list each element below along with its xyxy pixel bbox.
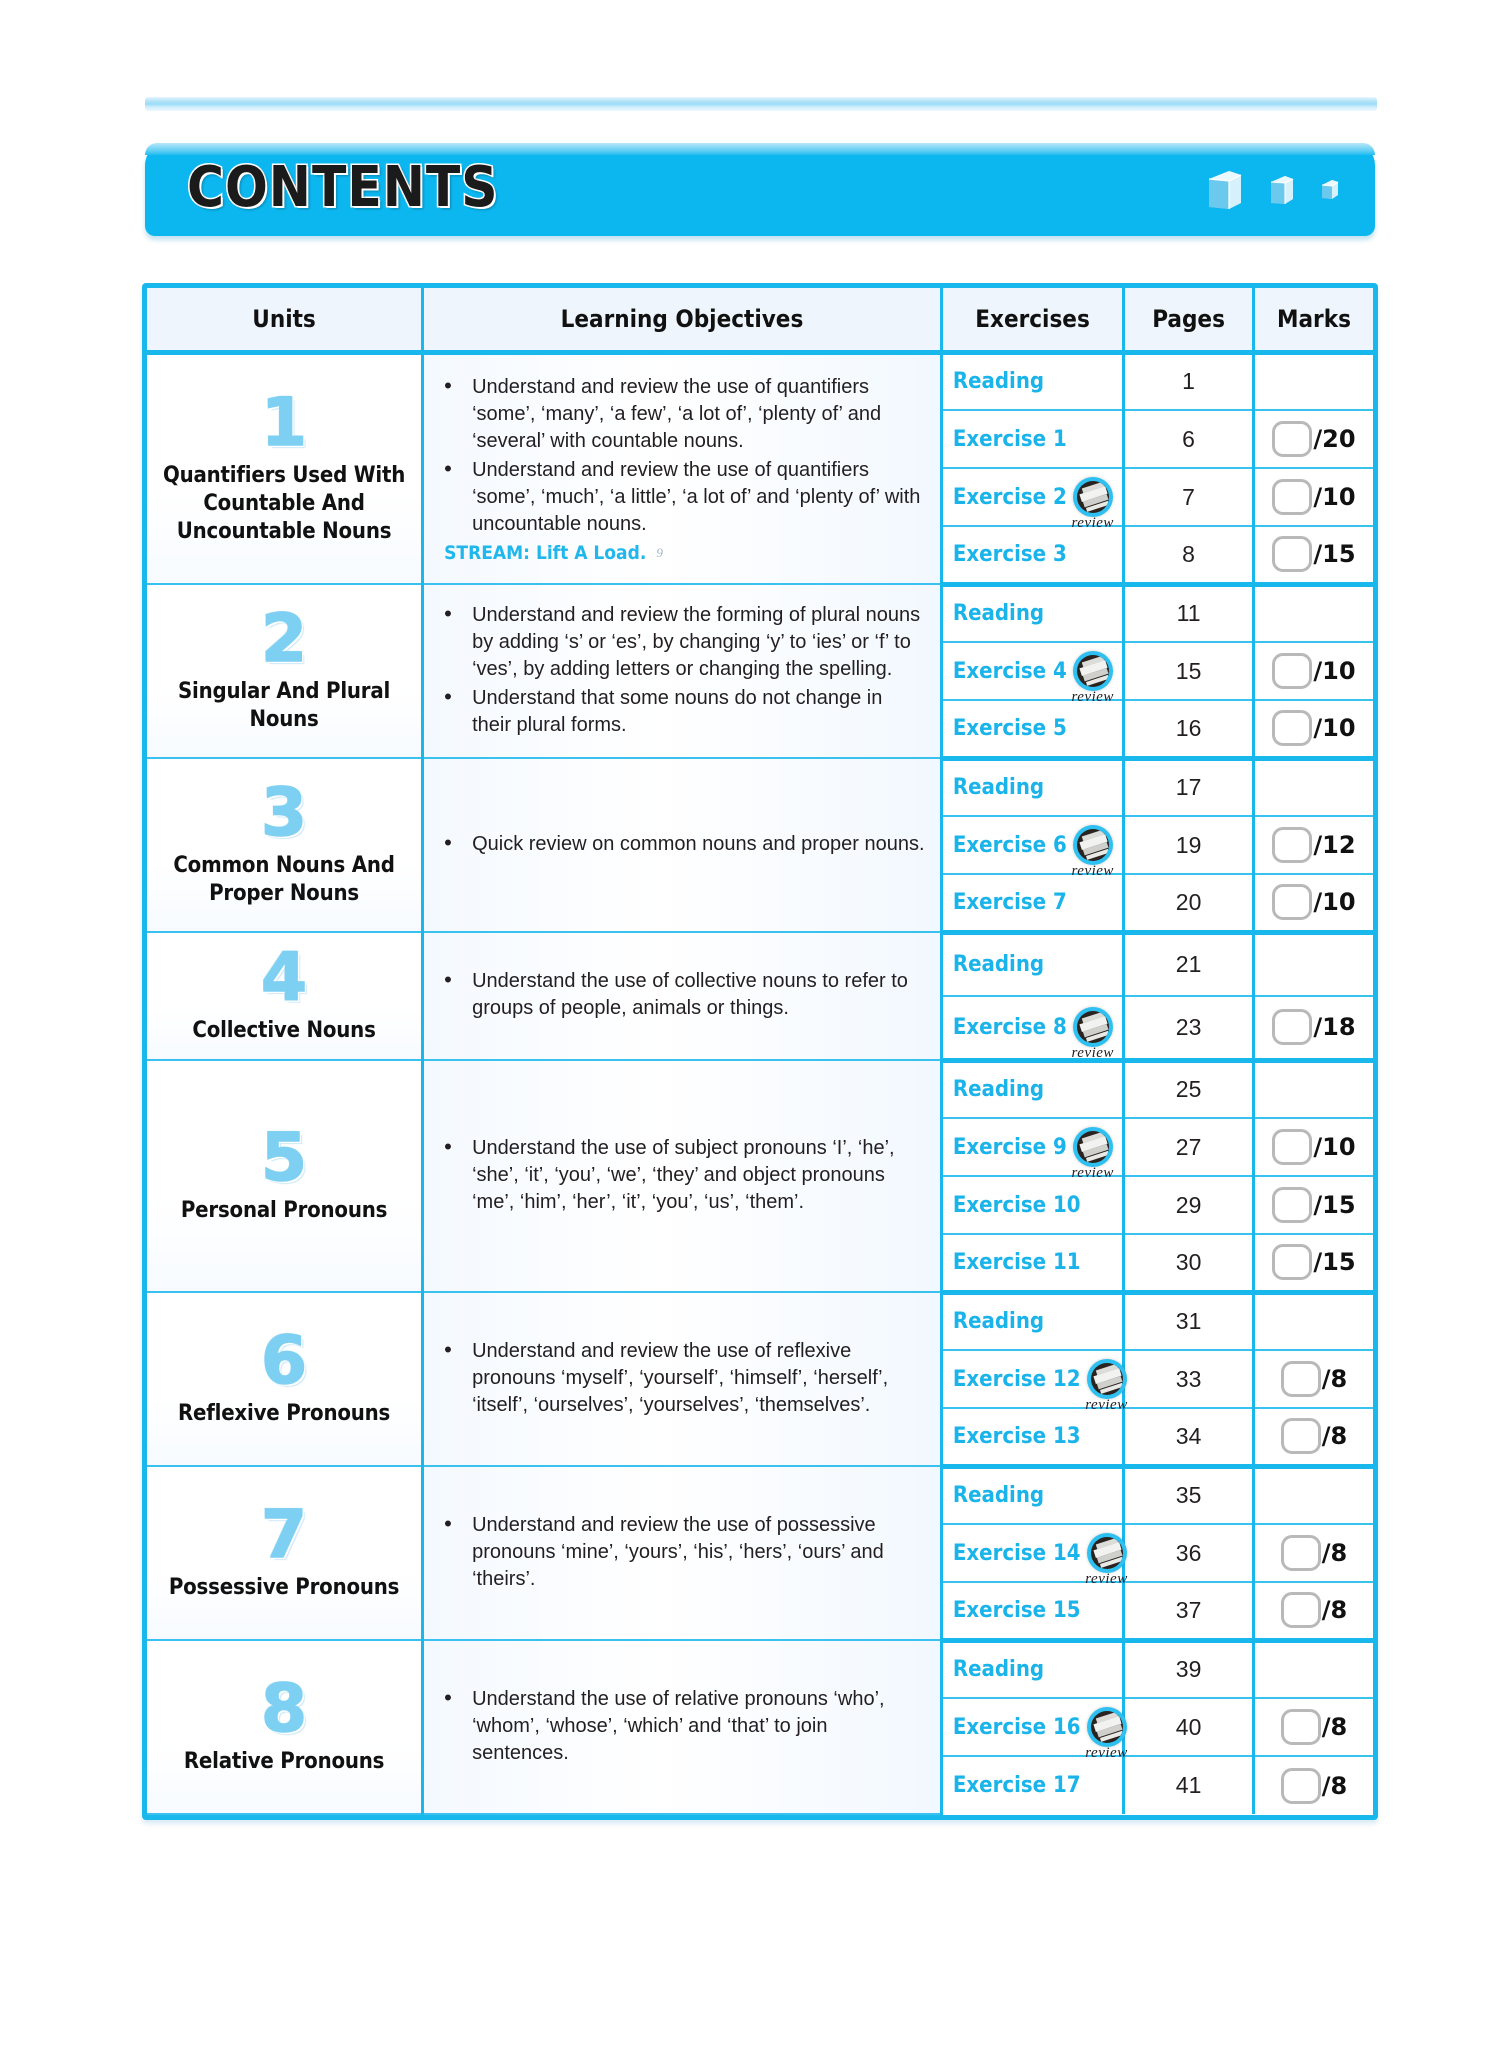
table-header	[147, 288, 1373, 352]
column-header-marks: Marks	[1253, 288, 1373, 352]
exercise-cell[interactable]	[941, 526, 1123, 584]
exercise-label[interactable]: Exercise 17	[952, 1773, 1081, 1798]
marks-total: /15	[1313, 540, 1356, 569]
marks-score-box[interactable]	[1272, 479, 1312, 515]
review-label: review	[1071, 1165, 1114, 1181]
column-header-pages: Pages	[1124, 288, 1254, 352]
marks-total: /10	[1313, 1133, 1356, 1161]
objective-item: • Understand and review the use of quantifiers ‘some’, ‘much’, ‘a little’, ‘a lot of’ and ‘plenty of’ with uncountable nouns.	[434, 457, 926, 538]
marks-total: /12	[1313, 831, 1356, 859]
exercise-cell[interactable]	[941, 1060, 1123, 1118]
unit-title: Collective Nouns	[192, 1018, 376, 1043]
objective-item: • Understand and review the use of quantifiers ‘some’, ‘many’, ‘a few’, ‘a lot of’, ‘plenty of’ and ‘several’ with countable nouns.	[434, 374, 926, 455]
unit-title: Quantifiers Used With Countable And Uncountable Nouns	[162, 462, 406, 544]
unit-cell	[147, 1292, 423, 1466]
exercise-cell[interactable]	[941, 1176, 1123, 1234]
unit-number: 2	[261, 600, 308, 677]
review-icon	[1071, 1007, 1114, 1062]
page-number-cell: 34	[1124, 1408, 1254, 1466]
table-row	[147, 1060, 1373, 1118]
review-label: review	[1071, 1045, 1114, 1062]
exercise-cell[interactable]	[941, 1408, 1123, 1466]
review-label: review	[1085, 1571, 1128, 1587]
exercise-cell[interactable]	[941, 1292, 1123, 1350]
marks-cell	[1253, 1060, 1373, 1118]
page-title: CONTENTS	[187, 155, 499, 220]
marks-cell[interactable]	[1253, 1118, 1373, 1176]
marks-cell[interactable]	[1253, 1234, 1373, 1292]
marks-total: /10	[1313, 714, 1356, 743]
unit-title: Possessive Pronouns	[168, 1575, 400, 1600]
exercise-label[interactable]: Reading	[952, 952, 1045, 978]
exercise-label[interactable]: Exercise 12	[952, 1366, 1081, 1392]
book-icon-medium	[1269, 174, 1295, 206]
review-icon	[1085, 1707, 1128, 1761]
table-row	[147, 584, 1373, 642]
marks-cell[interactable]	[1253, 874, 1373, 932]
objective-item: • Understand and review the use of reflexive pronouns ‘myself’, ‘yourself’, ‘himself’, ‘herself’, ‘itself’, ‘ourselves’, ‘yourselves’, ‘themselves’.	[434, 1338, 926, 1419]
page-number-cell: 23	[1124, 996, 1254, 1060]
objectives-list	[434, 1686, 926, 1767]
objectives-list	[434, 602, 926, 739]
exercise-cell[interactable]	[941, 932, 1123, 996]
exercise-label[interactable]: Exercise 9	[952, 1134, 1067, 1160]
page-number-cell: 30	[1124, 1234, 1254, 1292]
exercise-label[interactable]: Exercise 6	[952, 832, 1067, 858]
marks-score-box[interactable]	[1272, 421, 1312, 457]
unit-cell	[147, 1640, 423, 1814]
objective-item: • Understand the use of relative pronouns ‘who’, ‘whom’, ‘whose’, ‘which’ and ‘that’ to join sentences.	[434, 1686, 926, 1767]
page-number-cell: 17	[1124, 758, 1254, 816]
exercise-label[interactable]: Exercise 16	[952, 1714, 1081, 1740]
marks-empty	[1261, 947, 1367, 983]
marks-score-box[interactable]	[1281, 1361, 1321, 1397]
banner-gloss	[145, 143, 1375, 155]
exercise-cell[interactable]	[941, 816, 1123, 879]
marks-cell	[1253, 758, 1373, 816]
marks-total: /15	[1313, 1191, 1356, 1219]
page-number-cell: 25	[1124, 1060, 1254, 1118]
marks-empty	[1261, 1072, 1367, 1108]
page-number-cell: 16	[1124, 700, 1254, 758]
marks-cell[interactable]	[1253, 468, 1373, 526]
marks-cell	[1253, 932, 1373, 996]
column-header-learning-objectives: Learning Objectives	[423, 288, 942, 352]
marks-score-box[interactable]	[1272, 710, 1312, 746]
exercise-label[interactable]: Reading	[952, 1483, 1045, 1509]
marks-score-box[interactable]	[1281, 1535, 1321, 1571]
marks-total: /10	[1313, 483, 1356, 511]
marks-cell	[1253, 1292, 1373, 1350]
page-number-cell: 8	[1124, 526, 1254, 584]
review-icon	[1071, 825, 1114, 879]
exercise-cell[interactable]	[941, 1524, 1128, 1587]
stream-page-number: 9	[656, 544, 663, 560]
marks-score-box[interactable]	[1272, 1187, 1312, 1223]
column-header-exercises: Exercises	[941, 288, 1123, 352]
unit-number: 1	[261, 383, 308, 461]
unit-cell	[147, 758, 423, 932]
table-row	[147, 1292, 1373, 1350]
unit-number: 5	[261, 1119, 308, 1196]
exercise-cell[interactable]	[941, 1118, 1123, 1181]
table-row	[147, 758, 1373, 816]
exercise-label[interactable]: Exercise 4	[952, 658, 1067, 684]
table-row	[147, 932, 1373, 996]
unit-number: 6	[261, 1322, 308, 1399]
exercise-cell[interactable]	[941, 1640, 1123, 1698]
marks-total: /15	[1313, 1248, 1356, 1277]
review-icon	[1071, 477, 1114, 531]
marks-empty	[1261, 1652, 1367, 1688]
marks-cell	[1253, 352, 1373, 410]
exercise-label[interactable]: Exercise 5	[952, 715, 1067, 741]
unit-number: 3	[261, 774, 308, 851]
marks-cell[interactable]	[1253, 1698, 1373, 1756]
objectives-cell	[423, 352, 942, 584]
review-label: review	[1071, 689, 1114, 705]
exercise-label[interactable]: Exercise 8	[952, 1014, 1067, 1040]
exercise-cell[interactable]	[941, 1756, 1123, 1814]
exercise-cell[interactable]	[941, 874, 1123, 932]
page-number-cell: 6	[1124, 410, 1254, 468]
column-header-units: Units	[147, 288, 423, 352]
marks-score-box[interactable]	[1272, 653, 1312, 689]
marks-score-box[interactable]	[1272, 536, 1312, 572]
marks-cell[interactable]	[1253, 1524, 1373, 1582]
table-row	[147, 1466, 1373, 1524]
objectives-list	[434, 968, 926, 1022]
unit-cell	[147, 1466, 423, 1640]
exercise-cell[interactable]	[941, 1698, 1128, 1761]
marks-total: /20	[1313, 425, 1356, 453]
review-label: review	[1071, 863, 1114, 879]
marks-total: /18	[1313, 1013, 1356, 1042]
book-icon-small	[1321, 179, 1339, 201]
marks-cell[interactable]	[1253, 816, 1373, 874]
marks-cell[interactable]	[1253, 1582, 1373, 1640]
unit-cell	[147, 352, 423, 584]
objectives-list	[434, 831, 926, 858]
marks-cell[interactable]	[1253, 642, 1373, 700]
page-number-cell: 36	[1124, 1524, 1254, 1582]
marks-empty	[1261, 364, 1367, 400]
page-number-cell: 31	[1124, 1292, 1254, 1350]
marks-total: /8	[1321, 1539, 1348, 1567]
unit-number: 4	[261, 939, 308, 1016]
marks-cell[interactable]	[1253, 1350, 1373, 1408]
unit-cell	[147, 584, 423, 758]
marks-cell[interactable]	[1253, 1176, 1373, 1234]
objectives-cell	[423, 1640, 942, 1814]
exercise-cell[interactable]	[941, 1466, 1123, 1524]
exercise-label[interactable]: Exercise 7	[952, 889, 1067, 915]
page-number-cell: 40	[1124, 1698, 1254, 1756]
marks-total: /8	[1321, 1713, 1348, 1741]
marks-score-box[interactable]	[1281, 1592, 1321, 1628]
page-number-cell: 33	[1124, 1350, 1254, 1408]
page-number-cell: 39	[1124, 1640, 1254, 1698]
objectives-list	[434, 374, 926, 538]
exercise-label[interactable]: Reading	[952, 1309, 1045, 1335]
page-number-cell: 21	[1124, 932, 1254, 996]
objective-item: • Understand that some nouns do not change in their plural forms.	[434, 685, 926, 739]
stream-note: STREAM: Lift A Load. 9	[444, 541, 663, 564]
marks-score-box[interactable]	[1272, 827, 1312, 863]
objectives-cell	[423, 1060, 942, 1292]
marks-empty	[1261, 770, 1367, 806]
table-row	[147, 352, 1373, 410]
objectives-list	[434, 1338, 926, 1419]
contents-table-container	[142, 283, 1378, 1820]
marks-empty	[1261, 596, 1367, 632]
unit-title: Singular And Plural Nouns	[177, 679, 391, 732]
marks-score-box[interactable]	[1281, 1418, 1321, 1454]
objectives-cell	[423, 758, 942, 932]
review-icon	[1085, 1533, 1128, 1587]
marks-total: /8	[1321, 1596, 1348, 1625]
objectives-cell	[423, 1292, 942, 1466]
marks-total: /10	[1313, 888, 1356, 917]
page-number-cell: 11	[1124, 584, 1254, 642]
objectives-list	[434, 1135, 926, 1216]
exercise-label[interactable]: Exercise 1	[952, 426, 1067, 452]
top-decorative-rule	[145, 97, 1377, 111]
objectives-cell	[423, 1466, 942, 1640]
marks-score-box[interactable]	[1272, 1129, 1312, 1165]
objectives-list	[434, 1512, 926, 1593]
page-number-cell: 15	[1124, 642, 1254, 700]
unit-title: Reflexive Pronouns	[177, 1401, 391, 1426]
marks-cell[interactable]	[1253, 996, 1373, 1060]
marks-cell	[1253, 584, 1373, 642]
exercise-cell[interactable]	[941, 410, 1123, 468]
objectives-cell	[423, 932, 942, 1060]
marks-cell[interactable]	[1253, 1756, 1373, 1814]
exercise-label[interactable]: Exercise 14	[952, 1540, 1081, 1566]
unit-cell	[147, 1060, 423, 1292]
marks-total: /8	[1321, 1422, 1348, 1451]
exercise-label[interactable]: Reading	[952, 775, 1045, 801]
table-row	[147, 1640, 1373, 1698]
exercise-cell[interactable]	[941, 584, 1123, 642]
exercise-label[interactable]: Reading	[952, 1077, 1045, 1103]
objective-item: • Quick review on common nouns and proper nouns.	[434, 831, 926, 858]
page-number-cell: 29	[1124, 1176, 1254, 1234]
exercise-cell[interactable]	[941, 1350, 1128, 1413]
review-label: review	[1085, 1745, 1128, 1761]
exercise-cell[interactable]	[941, 642, 1123, 705]
marks-score-box[interactable]	[1272, 1009, 1312, 1045]
objective-item: • Understand the use of collective nouns to refer to groups of people, animals or things.	[434, 968, 926, 1022]
unit-title: Relative Pronouns	[183, 1749, 385, 1774]
exercise-label[interactable]: Reading	[952, 601, 1045, 627]
contents-header-banner	[145, 143, 1375, 236]
review-icon	[1071, 1127, 1114, 1181]
marks-cell	[1253, 1466, 1373, 1524]
unit-number: 7	[261, 1496, 308, 1573]
unit-cell	[147, 932, 423, 1060]
exercise-label[interactable]: Exercise 13	[952, 1423, 1081, 1449]
marks-cell[interactable]	[1253, 1408, 1373, 1466]
marks-cell	[1253, 1640, 1373, 1698]
page-number-cell: 7	[1124, 468, 1254, 526]
book-icon-large	[1207, 169, 1243, 211]
contents-table	[147, 288, 1373, 1815]
exercise-cell[interactable]	[941, 758, 1123, 816]
marks-score-box[interactable]	[1281, 1709, 1321, 1745]
exercise-cell[interactable]	[941, 1234, 1123, 1292]
review-label: review	[1071, 515, 1114, 531]
page-number-cell: 20	[1124, 874, 1254, 932]
objective-item: • Understand and review the use of possessive pronouns ‘mine’, ‘yours’, ‘his’, ‘hers’, ‘ours’ and ‘theirs’.	[434, 1512, 926, 1593]
unit-number: 8	[261, 1670, 308, 1747]
marks-cell[interactable]	[1253, 410, 1373, 468]
review-label: review	[1085, 1397, 1128, 1413]
table-header-row	[147, 288, 1373, 352]
page-number-cell: 35	[1124, 1466, 1254, 1524]
objective-item: • Understand the use of subject pronouns ‘I’, ‘he’, ‘she’, ‘it’, ‘you’, ‘we’, ‘they’ and object pronouns ‘me’, ‘him’, ‘her’, ‘it’, ‘you’, ‘us’, ‘them’.	[434, 1135, 926, 1216]
exercise-label[interactable]: Exercise 15	[952, 1597, 1081, 1623]
page-number-cell: 37	[1124, 1582, 1254, 1640]
page-number-cell: 27	[1124, 1118, 1254, 1176]
exercise-cell[interactable]	[941, 700, 1123, 758]
marks-empty	[1261, 1304, 1367, 1340]
exercise-label[interactable]: Exercise 2	[952, 484, 1067, 510]
exercise-label[interactable]: Exercise 11	[952, 1249, 1081, 1275]
marks-cell[interactable]	[1253, 700, 1373, 758]
exercise-cell[interactable]	[941, 1582, 1123, 1640]
exercise-label[interactable]: Exercise 3	[952, 541, 1067, 567]
unit-title: Common Nouns And Proper Nouns	[173, 853, 395, 906]
exercise-cell[interactable]	[941, 352, 1123, 410]
marks-total: /8	[1321, 1365, 1348, 1393]
marks-score-box[interactable]	[1272, 884, 1312, 920]
exercise-label[interactable]: Reading	[952, 1657, 1045, 1683]
marks-score-box[interactable]	[1272, 1244, 1312, 1280]
review-icon	[1085, 1359, 1128, 1413]
objectives-cell	[423, 584, 942, 758]
table-body	[147, 352, 1373, 1814]
banner-book-icons	[1207, 143, 1339, 236]
exercise-cell[interactable]	[941, 996, 1123, 1060]
unit-title: Personal Pronouns	[180, 1198, 388, 1223]
exercise-cell[interactable]	[941, 468, 1123, 531]
exercise-label[interactable]: Reading	[952, 369, 1045, 395]
marks-total: /10	[1313, 657, 1356, 685]
review-icon	[1071, 651, 1114, 705]
exercise-label[interactable]: Exercise 10	[952, 1192, 1081, 1218]
page-number-cell: 19	[1124, 816, 1254, 874]
marks-score-box[interactable]	[1281, 1768, 1321, 1804]
page-number-cell: 1	[1124, 352, 1254, 410]
marks-cell[interactable]	[1253, 526, 1373, 584]
objective-item: • Understand and review the forming of plural nouns by adding ‘s’ or ‘es’, by changing ‘y’ to ‘ies’ or ‘f’ to ‘ves’, by adding letters or changing the spelling.	[434, 602, 926, 683]
marks-empty	[1261, 1478, 1367, 1514]
marks-total: /8	[1321, 1771, 1348, 1800]
page-number-cell: 41	[1124, 1756, 1254, 1814]
